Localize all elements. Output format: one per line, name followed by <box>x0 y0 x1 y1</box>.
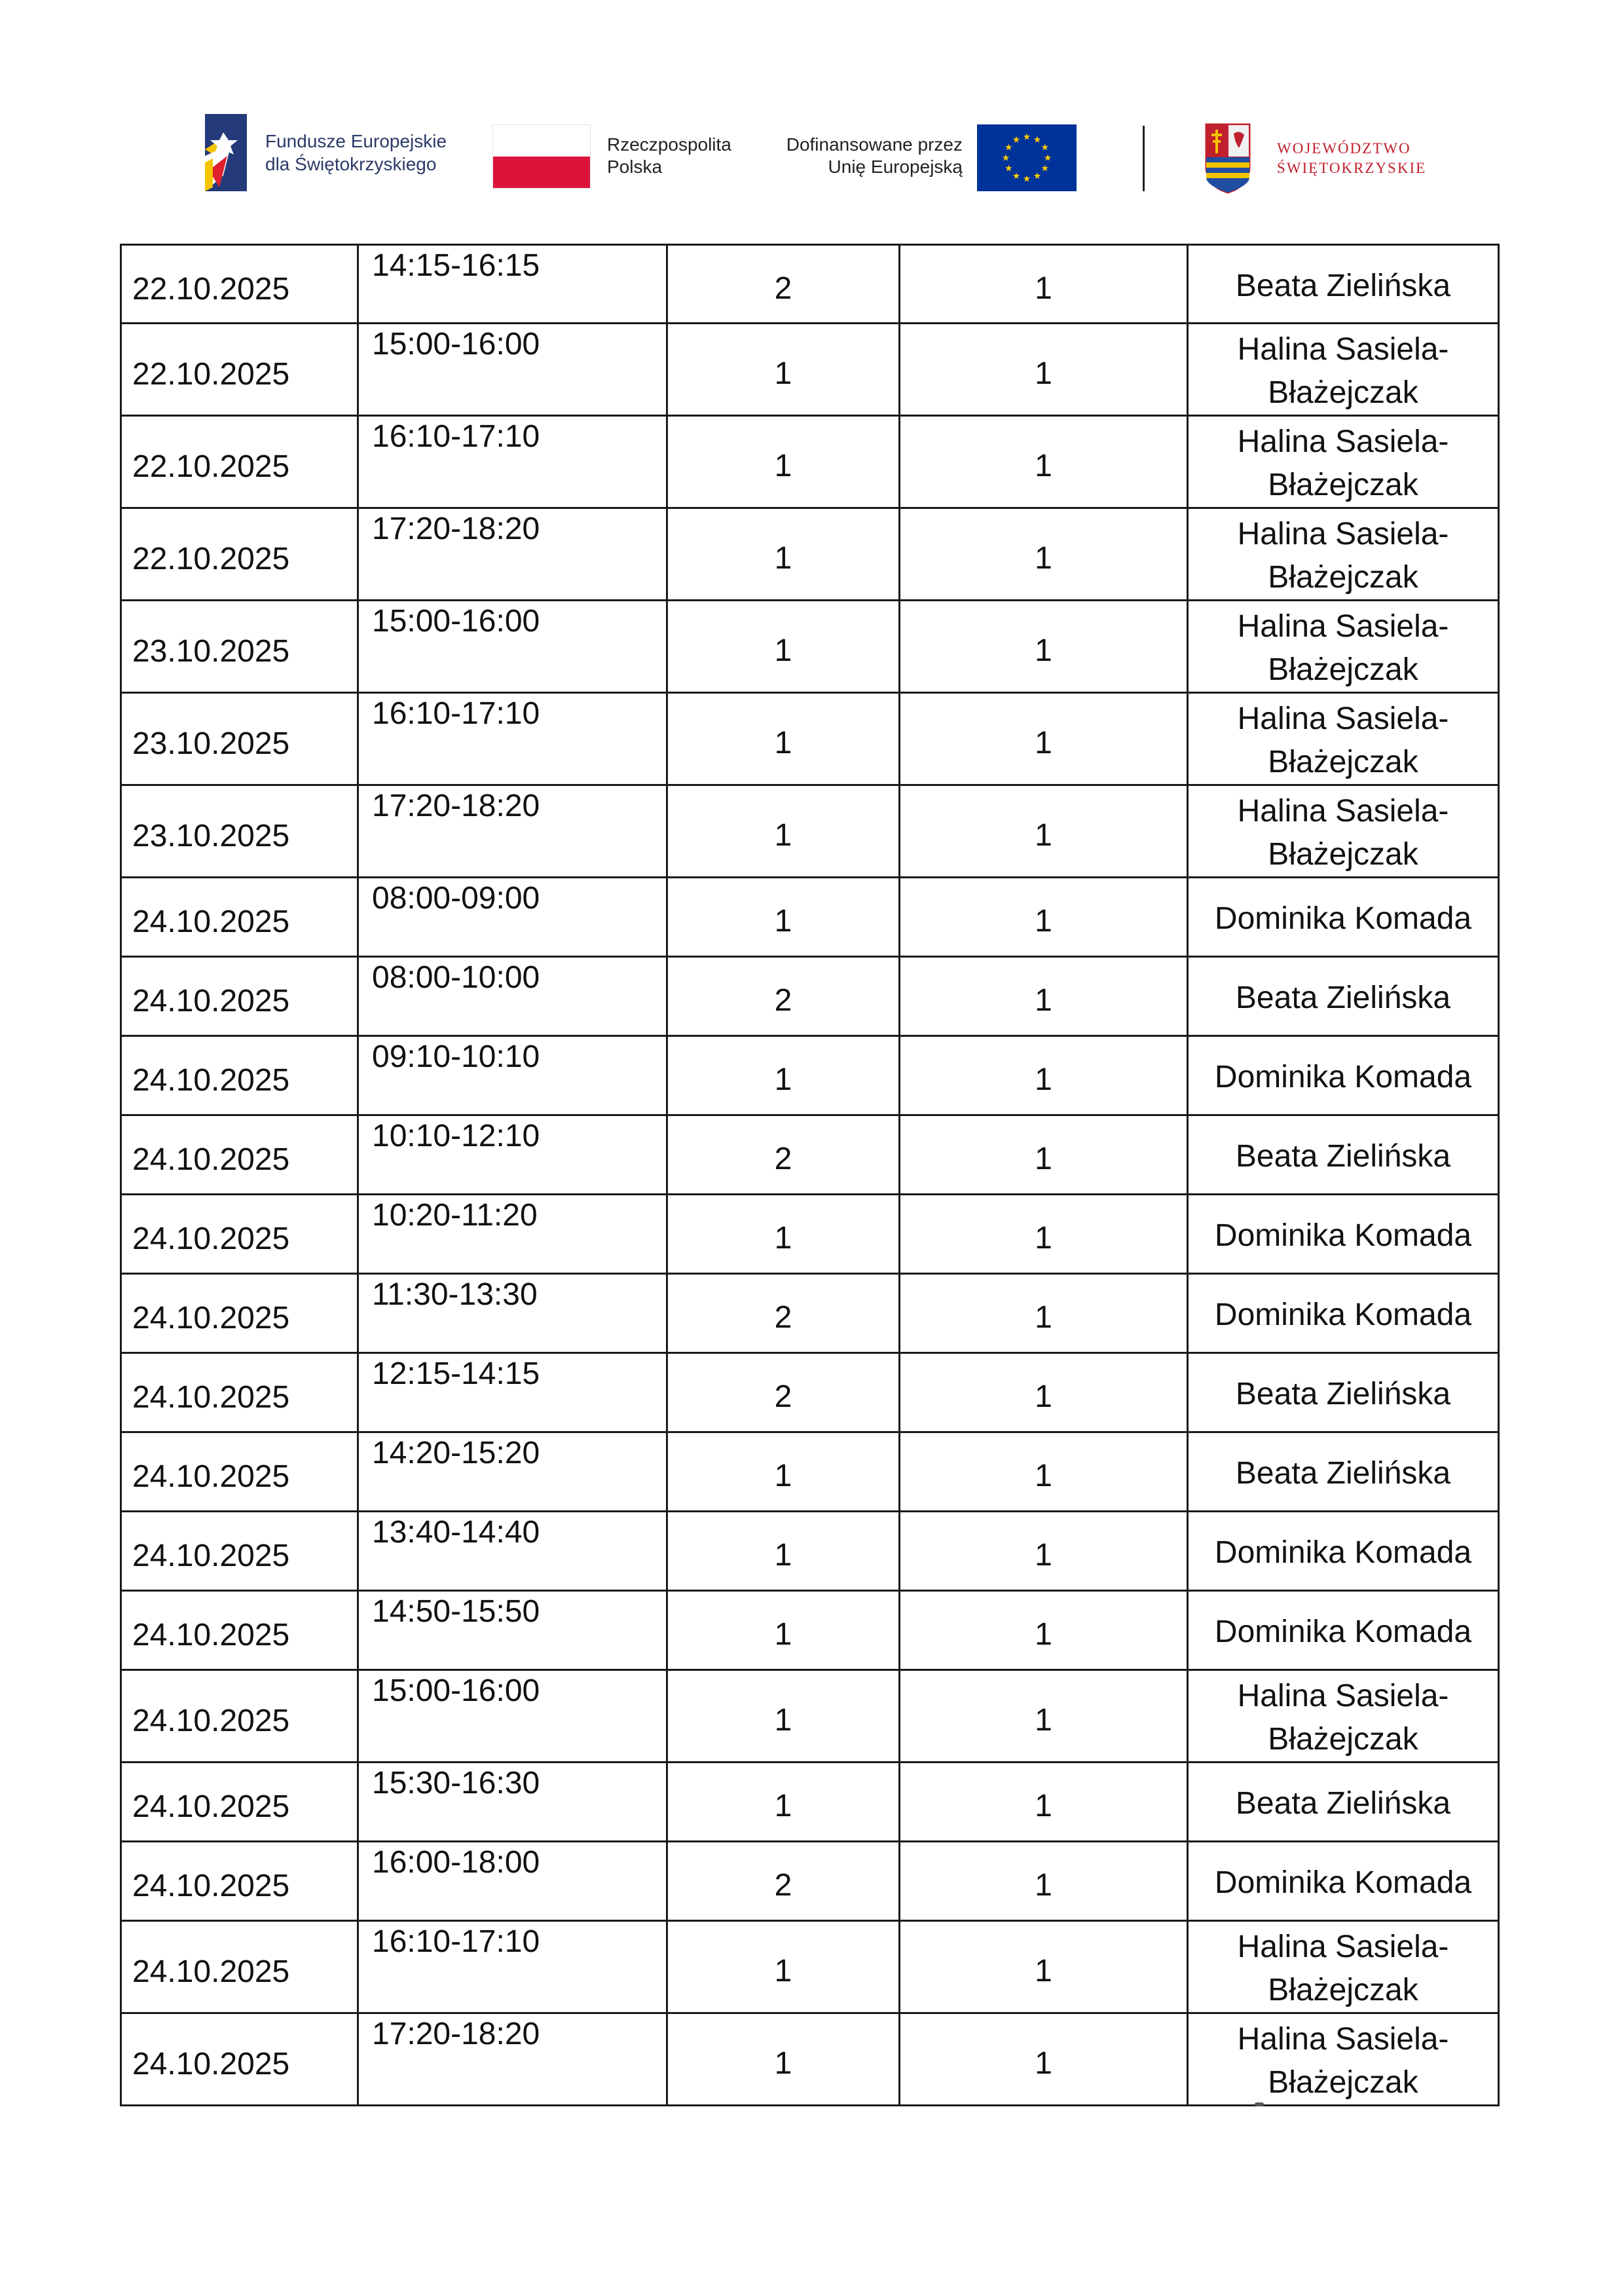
instructor-cell <box>1188 785 1499 878</box>
table-row <box>121 878 1499 957</box>
time-cell-text: 15:00-16:00 <box>372 1673 540 1708</box>
date-cell <box>121 1274 358 1353</box>
time-cell-text: 14:15-16:15 <box>372 248 540 283</box>
date-cell <box>121 1036 358 1115</box>
groups-cell-text: 1 <box>1035 449 1052 483</box>
hours-cell <box>667 957 900 1036</box>
instructor-cell <box>1188 601 1499 693</box>
wojewodztwo-swietokrzyskie-logo <box>1205 123 1480 202</box>
groups-cell-text: 1 <box>1035 1062 1052 1097</box>
schedule-table <box>120 244 1500 2106</box>
date-cell-text: 24.10.2025 <box>132 984 290 1018</box>
groups-cell <box>900 1512 1188 1591</box>
eu-line2: Unię Europejską <box>828 157 963 177</box>
instructor-cell <box>1188 1274 1499 1353</box>
time-cell <box>358 1763 667 1842</box>
instructor-cell-text: Dominika Komada <box>1214 1218 1472 1253</box>
hours-cell <box>667 416 900 508</box>
hours-cell-text: 2 <box>774 271 792 306</box>
groups-cell-text: 1 <box>1035 1459 1052 1493</box>
hours-cell-text: 1 <box>774 1617 792 1652</box>
instructor-cell <box>1188 324 1499 416</box>
date-cell-text: 24.10.2025 <box>132 905 290 939</box>
schedule-table-body <box>121 245 1499 2106</box>
date-cell-text: 23.10.2025 <box>132 819 290 853</box>
hours-cell <box>667 2013 900 2106</box>
instructor-cell <box>1188 1842 1499 1921</box>
time-cell <box>358 601 667 693</box>
time-cell <box>358 1591 667 1670</box>
hours-cell <box>667 1432 900 1512</box>
instructor-cell-text: Beata Zielińska <box>1235 1786 1451 1821</box>
date-cell-text: 22.10.2025 <box>132 357 290 392</box>
table-row <box>121 1763 1499 1842</box>
table-row <box>121 416 1499 508</box>
groups-cell-text: 1 <box>1035 541 1052 576</box>
date-cell-text: 24.10.2025 <box>132 1789 290 1824</box>
date-cell-text: 24.10.2025 <box>132 1380 290 1415</box>
hours-cell-text: 1 <box>774 449 792 483</box>
hours-cell-text: 2 <box>774 1868 792 1903</box>
groups-cell <box>900 1670 1188 1763</box>
time-cell <box>358 1195 667 1274</box>
groups-cell <box>900 508 1188 601</box>
time-cell-text: 15:00-16:00 <box>372 327 540 362</box>
groups-cell-text: 1 <box>1035 1868 1052 1903</box>
hours-cell <box>667 1763 900 1842</box>
time-cell-text: 17:20-18:20 <box>372 512 540 546</box>
hours-cell <box>667 1115 900 1195</box>
groups-cell-text: 1 <box>1035 1703 1052 1738</box>
table-row <box>121 1353 1499 1432</box>
groups-cell <box>900 1195 1188 1274</box>
instructor-cell-text: Dominika Komada <box>1214 1535 1472 1570</box>
time-cell-text: 09:10-10:10 <box>372 1039 540 1074</box>
hours-cell <box>667 785 900 878</box>
groups-cell-text: 1 <box>1035 2046 1052 2081</box>
groups-cell <box>900 601 1188 693</box>
hours-cell <box>667 1036 900 1115</box>
groups-cell <box>900 1274 1188 1353</box>
groups-cell-text: 1 <box>1035 1789 1052 1823</box>
time-cell <box>358 1115 667 1195</box>
polish-flag-icon <box>492 124 591 189</box>
hours-cell-text: 2 <box>774 1142 792 1176</box>
fe-title-line1: Fundusze Europejskie <box>265 131 447 151</box>
time-cell <box>358 1670 667 1763</box>
time-cell <box>358 1512 667 1591</box>
groups-cell <box>900 1432 1188 1512</box>
instructor-cell-text: Dominika Komada <box>1214 1614 1472 1649</box>
date-cell <box>121 1763 358 1842</box>
instructor-cell <box>1188 1353 1499 1432</box>
time-cell <box>358 1842 667 1921</box>
groups-cell-text: 1 <box>1035 1954 1052 1988</box>
time-cell-text: 16:10-17:10 <box>372 696 540 731</box>
date-cell-text: 23.10.2025 <box>132 726 290 761</box>
groups-cell <box>900 1591 1188 1670</box>
hours-cell <box>667 601 900 693</box>
rp-line1: Rzeczpospolita <box>607 134 731 155</box>
instructor-cell <box>1188 878 1499 957</box>
time-cell-text: 14:20-15:20 <box>372 1436 540 1470</box>
groups-cell <box>900 1842 1188 1921</box>
date-cell-text: 24.10.2025 <box>132 1954 290 1989</box>
hours-cell <box>667 245 900 324</box>
time-cell-text: 12:15-14:15 <box>372 1356 540 1391</box>
date-cell <box>121 1195 358 1274</box>
time-cell-text: 13:40-14:40 <box>372 1515 540 1550</box>
time-cell-text: 15:30-16:30 <box>372 1766 540 1801</box>
instructor-cell-text: Beata Zielińska <box>1235 1456 1451 1491</box>
instructor-cell-text: Dominika Komada <box>1214 1060 1472 1094</box>
instructor-cell-text: Halina Sasiela- Błażejczak <box>1237 609 1449 687</box>
hours-cell-text: 1 <box>774 633 792 668</box>
time-cell <box>358 1036 667 1115</box>
groups-cell <box>900 324 1188 416</box>
date-cell-text: 24.10.2025 <box>132 1142 290 1177</box>
coat-of-arms-icon <box>1205 123 1251 194</box>
table-row <box>121 2013 1499 2106</box>
time-cell <box>358 324 667 416</box>
groups-cell <box>900 693 1188 785</box>
instructor-cell <box>1188 508 1499 601</box>
date-cell <box>121 785 358 878</box>
date-cell-text: 22.10.2025 <box>132 449 290 484</box>
table-row <box>121 1921 1499 2013</box>
instructor-cell <box>1188 693 1499 785</box>
hours-cell-text: 1 <box>774 1221 792 1256</box>
instructor-cell <box>1188 1512 1499 1591</box>
logo-bar <box>0 0 1624 216</box>
eu-cofinanced-logo <box>773 124 1087 196</box>
date-cell-text: 23.10.2025 <box>132 634 290 669</box>
instructor-cell-text: Beata Zielińska <box>1235 268 1451 303</box>
groups-cell <box>900 878 1188 957</box>
sw-line2: ŚWIĘTOKRZYSKIE <box>1277 160 1427 176</box>
instructor-cell <box>1188 1195 1499 1274</box>
rzeczpospolita-polska-logo <box>492 124 754 196</box>
groups-cell <box>900 957 1188 1036</box>
date-cell <box>121 1115 358 1195</box>
time-cell <box>358 785 667 878</box>
date-cell-text: 24.10.2025 <box>132 1539 290 1573</box>
time-cell-text: 10:10-12:10 <box>372 1119 540 1153</box>
date-cell <box>121 1512 358 1591</box>
date-cell-text: 24.10.2025 <box>132 2047 290 2081</box>
sw-line1: WOJEWÓDZTWO <box>1277 140 1411 157</box>
groups-cell-text: 1 <box>1035 1142 1052 1176</box>
date-cell-text: 24.10.2025 <box>132 1222 290 1256</box>
instructor-cell <box>1188 1670 1499 1763</box>
date-cell <box>121 245 358 324</box>
instructor-cell-text: Halina Sasiela- Błażejczak <box>1237 701 1449 779</box>
date-cell-text: 24.10.2025 <box>132 1704 290 1738</box>
eu-flag-icon <box>977 124 1077 191</box>
table-row <box>121 1274 1499 1353</box>
time-cell-text: 16:10-17:10 <box>372 1924 540 1959</box>
instructor-cell-text: Beata Zielińska <box>1235 1139 1451 1174</box>
time-cell-text: 08:00-09:00 <box>372 881 540 916</box>
eu-line1: Dofinansowane przez <box>786 134 963 155</box>
hours-cell <box>667 1591 900 1670</box>
hours-cell-text: 1 <box>774 356 792 391</box>
hours-cell-text: 2 <box>774 983 792 1018</box>
fe-title-line2: dla Świętokrzyskiego <box>265 154 437 174</box>
table-row <box>121 324 1499 416</box>
instructor-cell-text: Halina Sasiela- Błażejczak <box>1237 517 1449 595</box>
hours-cell-text: 2 <box>774 1300 792 1335</box>
instructor-cell <box>1188 416 1499 508</box>
instructor-cell <box>1188 1591 1499 1670</box>
fundusze-europejskie-icon <box>200 110 252 195</box>
table-row <box>121 693 1499 785</box>
groups-cell-text: 1 <box>1035 1617 1052 1652</box>
hours-cell-text: 1 <box>774 818 792 853</box>
hours-cell <box>667 1512 900 1591</box>
hours-cell-text: 1 <box>774 1703 792 1738</box>
date-cell <box>121 508 358 601</box>
table-row <box>121 957 1499 1036</box>
groups-cell <box>900 1763 1188 1842</box>
hours-cell-text: 2 <box>774 1379 792 1414</box>
instructor-cell-text: Beata Zielińska <box>1235 1377 1451 1411</box>
rp-line2: Polska <box>607 157 663 177</box>
time-cell <box>358 2013 667 2106</box>
hours-cell-text: 1 <box>774 726 792 760</box>
groups-cell <box>900 785 1188 878</box>
time-cell <box>358 1432 667 1512</box>
time-cell-text: 11:30-13:30 <box>372 1277 538 1312</box>
hours-cell <box>667 1921 900 2013</box>
time-cell <box>358 245 667 324</box>
date-cell-text: 24.10.2025 <box>132 1063 290 1098</box>
table-row <box>121 1591 1499 1670</box>
time-cell <box>358 693 667 785</box>
groups-cell-text: 1 <box>1035 271 1052 306</box>
hours-cell <box>667 1195 900 1274</box>
time-cell <box>358 416 667 508</box>
groups-cell-text: 1 <box>1035 726 1052 760</box>
hours-cell <box>667 878 900 957</box>
groups-cell-text: 1 <box>1035 633 1052 668</box>
table-row <box>121 601 1499 693</box>
instructor-cell <box>1188 2013 1499 2106</box>
instructor-cell-text: Beata Zielińska <box>1235 980 1451 1015</box>
time-cell-text: 17:20-18:20 <box>372 2017 540 2051</box>
groups-cell-text: 1 <box>1035 818 1052 853</box>
time-cell <box>358 878 667 957</box>
time-cell-text: 15:00-16:00 <box>372 604 540 639</box>
instructor-cell-text: Dominika Komada <box>1214 901 1472 936</box>
instructor-cell <box>1188 245 1499 324</box>
groups-cell <box>900 1115 1188 1195</box>
time-cell <box>358 508 667 601</box>
hours-cell <box>667 1842 900 1921</box>
fundusze-europejskie-logo <box>200 110 475 195</box>
instructor-cell-text: Halina Sasiela- Błażejczak <box>1237 794 1449 872</box>
time-cell-text: 16:10-17:10 <box>372 419 540 454</box>
instructor-cell <box>1188 1763 1499 1842</box>
logo-divider <box>1143 126 1145 191</box>
instructor-cell-text: Halina Sasiela- Błażejczak <box>1237 1679 1449 1757</box>
hours-cell <box>667 508 900 601</box>
time-cell-text: 16:00-18:00 <box>372 1845 540 1880</box>
date-cell-text: 24.10.2025 <box>132 1301 290 1335</box>
date-cell <box>121 601 358 693</box>
date-cell <box>121 957 358 1036</box>
instructor-cell <box>1188 957 1499 1036</box>
hours-cell-text: 1 <box>774 1789 792 1823</box>
hours-cell <box>667 1670 900 1763</box>
instructor-cell-text: Halina Sasiela- Błażejczak <box>1237 1930 1449 2007</box>
date-cell <box>121 1432 358 1512</box>
groups-cell <box>900 1353 1188 1432</box>
hours-cell-text: 1 <box>774 541 792 576</box>
instructor-cell-text: Halina Sasiela- Błażejczak <box>1237 424 1449 502</box>
instructor-cell <box>1188 1921 1499 2013</box>
hours-cell <box>667 1353 900 1432</box>
groups-cell-text: 1 <box>1035 1221 1052 1256</box>
table-row <box>121 1670 1499 1763</box>
instructor-cell <box>1188 1115 1499 1195</box>
groups-cell <box>900 1921 1188 2013</box>
date-cell <box>121 878 358 957</box>
hours-cell-text: 1 <box>774 1459 792 1493</box>
date-cell <box>121 693 358 785</box>
date-cell-text: 22.10.2025 <box>132 542 290 576</box>
groups-cell-text: 1 <box>1035 1538 1052 1573</box>
hours-cell-text: 1 <box>774 1538 792 1573</box>
time-cell-text: 17:20-18:20 <box>372 789 540 823</box>
time-cell <box>358 1353 667 1432</box>
date-cell-text: 22.10.2025 <box>132 271 290 307</box>
date-cell <box>121 1842 358 1921</box>
hours-cell-text: 1 <box>774 904 792 939</box>
hours-cell-text: 1 <box>774 1062 792 1097</box>
time-cell-text: 10:20-11:20 <box>372 1198 538 1233</box>
table-row <box>121 508 1499 601</box>
groups-cell <box>900 245 1188 324</box>
date-cell <box>121 1591 358 1670</box>
table-row <box>121 1432 1499 1512</box>
groups-cell-text: 1 <box>1035 904 1052 939</box>
table-row <box>121 1195 1499 1274</box>
instructor-cell-text: Dominika Komada <box>1214 1865 1472 1900</box>
groups-cell-text: 1 <box>1035 983 1052 1018</box>
scan-speck <box>1255 2102 1264 2106</box>
date-cell <box>121 1921 358 2013</box>
date-cell <box>121 1353 358 1432</box>
table-row <box>121 1512 1499 1591</box>
date-cell-text: 24.10.2025 <box>132 1869 290 1903</box>
table-row <box>121 1036 1499 1115</box>
instructor-cell-text: Dominika Komada <box>1214 1297 1472 1332</box>
instructor-cell <box>1188 1432 1499 1512</box>
groups-cell-text: 1 <box>1035 356 1052 391</box>
table-row <box>121 245 1499 324</box>
time-cell-text: 14:50-15:50 <box>372 1594 540 1629</box>
groups-cell <box>900 416 1188 508</box>
date-cell <box>121 324 358 416</box>
time-cell <box>358 957 667 1036</box>
hours-cell-text: 1 <box>774 2046 792 2081</box>
date-cell <box>121 1670 358 1763</box>
hours-cell <box>667 693 900 785</box>
time-cell-text: 08:00-10:00 <box>372 960 540 995</box>
hours-cell <box>667 324 900 416</box>
date-cell <box>121 2013 358 2106</box>
table-row <box>121 785 1499 878</box>
instructor-cell-text: Halina Sasiela- Błażejczak <box>1237 332 1449 410</box>
groups-cell-text: 1 <box>1035 1379 1052 1414</box>
groups-cell <box>900 2013 1188 2106</box>
instructor-cell <box>1188 1036 1499 1115</box>
date-cell-text: 24.10.2025 <box>132 1459 290 1494</box>
groups-cell-text: 1 <box>1035 1300 1052 1335</box>
date-cell-text: 24.10.2025 <box>132 1618 290 1652</box>
hours-cell <box>667 1274 900 1353</box>
time-cell <box>358 1274 667 1353</box>
date-cell <box>121 416 358 508</box>
instructor-cell-text: Halina Sasiela- Błażejczak <box>1237 2022 1449 2100</box>
table-row <box>121 1115 1499 1195</box>
table-row <box>121 1842 1499 1921</box>
hours-cell-text: 1 <box>774 1954 792 1988</box>
groups-cell <box>900 1036 1188 1115</box>
time-cell <box>358 1921 667 2013</box>
